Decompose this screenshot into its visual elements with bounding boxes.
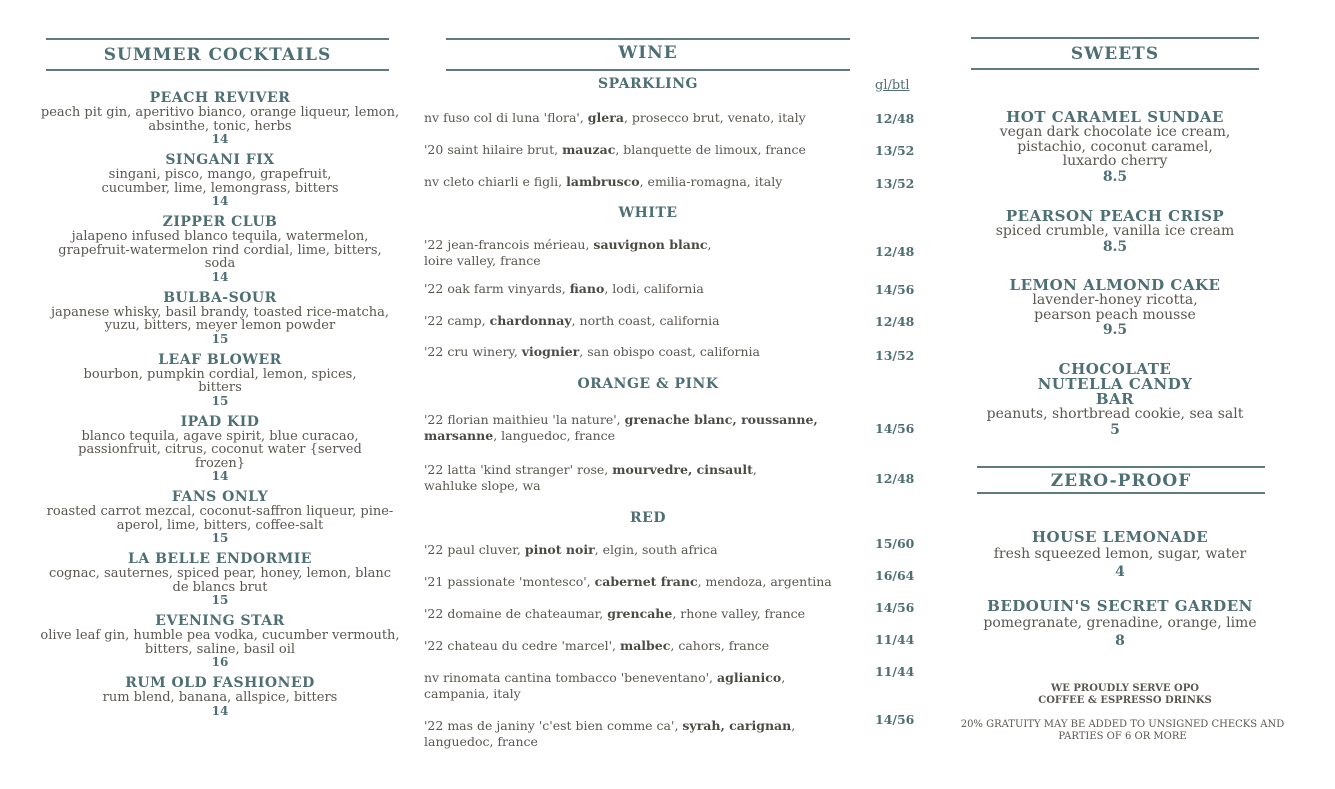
wine-price: 12/48 [875, 314, 915, 329]
cocktail-price: 15 [211, 393, 229, 408]
sweet-description: vegan dark chocolate ice cream, pistachio, coconut caramel, luxardo cherry [999, 124, 1231, 169]
cocktail-description: rum blend, banana, allspice, bitters [102, 690, 338, 705]
wine-price: 11/44 [875, 664, 915, 679]
wine-price: 14/56 [875, 600, 915, 615]
cocktail-description: jalapeno infused blanco tequila, watermelon, grapefruit-watermelon rind cordial, lime, bitters, soda [58, 229, 382, 271]
zero-proof-item [955, 530, 1285, 580]
sweet-item [960, 209, 1270, 255]
cocktail-name: PEACH REVIVER [149, 90, 291, 106]
wine-item: '22 camp, chardonnay, north coast, california [424, 313, 720, 328]
cocktail-price: 14 [211, 469, 229, 483]
cocktail-description: olive leaf gin, humble pea vodka, cucumber vermouth, bitters, saline, basil oil [40, 628, 400, 657]
cocktail-price: 14 [211, 703, 229, 718]
cocktails-title: SUMMER COCKTAILS [103, 45, 332, 65]
wine-item: '21 passionate 'montesco', cabernet franc, mendoza, argentina [424, 574, 832, 589]
cocktail-name: SINGANI FIX [165, 152, 275, 168]
wine-section-red: RED [630, 510, 666, 526]
cocktail-price: 15 [211, 531, 229, 545]
wine-top-rule [446, 38, 850, 40]
zero-proof-name: BEDOUIN'S SECRET GARDEN [987, 597, 1253, 615]
wine-item: '22 cru winery, viognier, san obispo coast, california [424, 344, 760, 359]
wine-item: nv fuso col di luna 'flora', glera, prosecco brut, venato, italy [424, 110, 806, 125]
wine-price: 16/64 [875, 568, 915, 583]
cocktail-item [30, 614, 410, 669]
cocktail-description: bourbon, pumpkin cordial, lemon, spices, bitters [83, 366, 357, 395]
cocktail-price: 15 [211, 331, 229, 346]
wine-price: 12/48 [875, 111, 915, 126]
sweet-description: peanuts, shortbread cookie, sea salt [986, 406, 1244, 422]
zero-proof-price: 8 [1115, 632, 1125, 649]
cocktail-description: singani, pisco, mango, grapefruit, cucumber, lime, lemongrass, bitters [101, 167, 339, 196]
cocktail-price: 14 [211, 132, 229, 146]
cocktail-item [30, 415, 410, 484]
cocktail-description: cognac, sauternes, spiced pear, honey, lemon, blanc de blancs brut [48, 566, 392, 595]
sweet-name: LEMON ALMOND CAKE [1009, 276, 1221, 294]
wine-item: nv rinomata cantina tombacco 'beneventano', aglianico, campania, italy [424, 670, 786, 701]
cocktail-price: 14 [211, 269, 229, 284]
wine-title: WINE [618, 43, 678, 63]
cocktail-item [30, 353, 410, 408]
cocktail-price: 14 [211, 194, 229, 208]
sweets-title: SWEETS [1070, 44, 1160, 64]
sweets-top-rule [971, 37, 1259, 39]
cocktail-item [30, 291, 410, 346]
wine-price: 14/56 [875, 282, 915, 297]
cocktail-item [30, 91, 410, 146]
wine-section-sparkling: SPARKLING [598, 76, 698, 92]
sweet-price: 8.5 [1102, 238, 1128, 255]
wine-price: 14/56 [875, 712, 915, 727]
wine-price: 13/52 [875, 348, 915, 363]
wine-item: nv cleto chiarli e figli, lambrusco, emilia-romagna, italy [424, 174, 783, 189]
price-column-header: gl/btl [875, 78, 910, 93]
wine-item: '22 paul cluver, pinot noir, elgin, south africa [424, 542, 718, 557]
wine-bottom-rule [446, 69, 850, 71]
cocktail-price: 15 [211, 593, 229, 607]
zero-proof-bottom-rule [977, 492, 1265, 494]
cocktail-name: LEAF BLOWER [158, 351, 282, 368]
sweet-name: PEARSON PEACH CRISP [1005, 207, 1225, 225]
sweet-price: 9.5 [1102, 322, 1128, 338]
wine-section-orange-pink: ORANGE & PINK [577, 376, 719, 392]
cocktail-item [30, 552, 410, 607]
wine-price: 14/56 [875, 421, 915, 436]
cocktail-item [30, 490, 410, 545]
wine-section-white: WHITE [618, 205, 678, 221]
zero-proof-price: 4 [1115, 563, 1125, 580]
sweet-item [960, 110, 1270, 185]
zero-proof-description: pomegranate, grenadine, orange, lime [983, 615, 1257, 631]
wine-item: '22 latta 'kind stranger' rose, mourvedre, cinsault, wahluke slope, wa [424, 462, 757, 493]
cocktail-description: roasted carrot mezcal, coconut-saffron liqueur, pine-aperol, lime, bitters, coffee-salt [46, 504, 394, 533]
cocktail-name: RUM OLD FASHIONED [125, 675, 315, 691]
wine-item: '22 domaine de chateaumar, grencahe, rhone valley, france [424, 606, 806, 621]
wine-price: 13/52 [875, 143, 915, 158]
wine-price: 12/48 [875, 471, 915, 486]
zero-proof-item [955, 599, 1285, 649]
wine-item: '22 mas de janiny 'c'est bien comme ca', syrah, carignan, languedoc, france [424, 718, 796, 749]
cocktail-description: blanco tequila, agave spirit, blue curacao, passionfruit, citrus, coconut water {served frozen} [78, 428, 362, 471]
zero-proof-top-rule [977, 466, 1265, 468]
cocktail-name: FANS ONLY [171, 489, 269, 505]
wine-item: '22 oak farm vinyards, fiano, lodi, california [424, 281, 704, 296]
wine-item: '22 jean-francois mérieau, sauvignon blanc, loire valley, france [424, 237, 712, 268]
cocktail-item [30, 153, 410, 208]
gratuity-note: 20% GRATUITY MAY BE ADDED TO UNSIGNED CHECKS AND PARTIES OF 6 OR MORE [960, 719, 1285, 742]
wine-price: 12/48 [875, 244, 915, 259]
cocktail-item [30, 215, 410, 284]
wine-item: '20 saint hilaire brut, mauzac, blanquette de limoux, france [424, 142, 806, 157]
cocktail-name: IPAD KID [180, 413, 260, 430]
sweet-description: spiced crumble, vanilla ice cream [995, 223, 1235, 239]
cocktail-price: 16 [211, 655, 229, 669]
wine-item: '22 florian maithieu 'la nature', grenache blanc, roussanne, marsanne, languedoc, france [424, 412, 818, 443]
sweet-price: 5 [1110, 421, 1120, 438]
sweet-name: HOT CARAMEL SUNDAE [1006, 108, 1224, 126]
zero-proof-title: ZERO-PROOF [1050, 471, 1192, 491]
wine-price: 15/60 [875, 536, 915, 551]
sweet-name: CHOCOLATE NUTELLA CANDY BAR [1037, 360, 1193, 408]
cocktail-name: ZIPPER CLUB [162, 214, 278, 230]
zero-proof-description: fresh squeezed lemon, sugar, water [993, 546, 1247, 562]
sweet-price: 8.5 [1102, 168, 1128, 185]
sweets-bottom-rule [971, 68, 1259, 70]
cocktail-description: japanese whisky, basil brandy, toasted rice-matcha, yuzu, bitters, meyer lemon powder [51, 304, 389, 333]
cocktail-name: EVENING STAR [155, 613, 285, 629]
sweet-item [960, 362, 1270, 438]
cocktail-name: BULBA-SOUR [163, 289, 277, 306]
wine-price: 11/44 [875, 632, 915, 647]
zero-proof-name: HOUSE LEMONADE [1031, 528, 1209, 546]
sweet-item [960, 278, 1270, 338]
cocktail-name: LA BELLE ENDORMIE [128, 551, 312, 567]
wine-price: 13/52 [875, 176, 915, 191]
coffee-note: WE PROUDLY SERVE OPO COFFEE & ESPRESSO DRINKS [1038, 683, 1212, 706]
wine-item: '22 chateau du cedre 'marcel', malbec, cahors, france [424, 638, 770, 653]
cocktails-bottom-rule [46, 69, 389, 71]
sweet-description: lavender-honey ricotta, pearson peach mousse [1032, 292, 1198, 323]
cocktails-list [30, 91, 410, 725]
cocktails-top-rule [46, 38, 389, 40]
cocktail-item [30, 676, 410, 718]
cocktail-description: peach pit gin, aperitivo bianco, orange liqueur, lemon, absinthe, tonic, herbs [40, 105, 400, 134]
